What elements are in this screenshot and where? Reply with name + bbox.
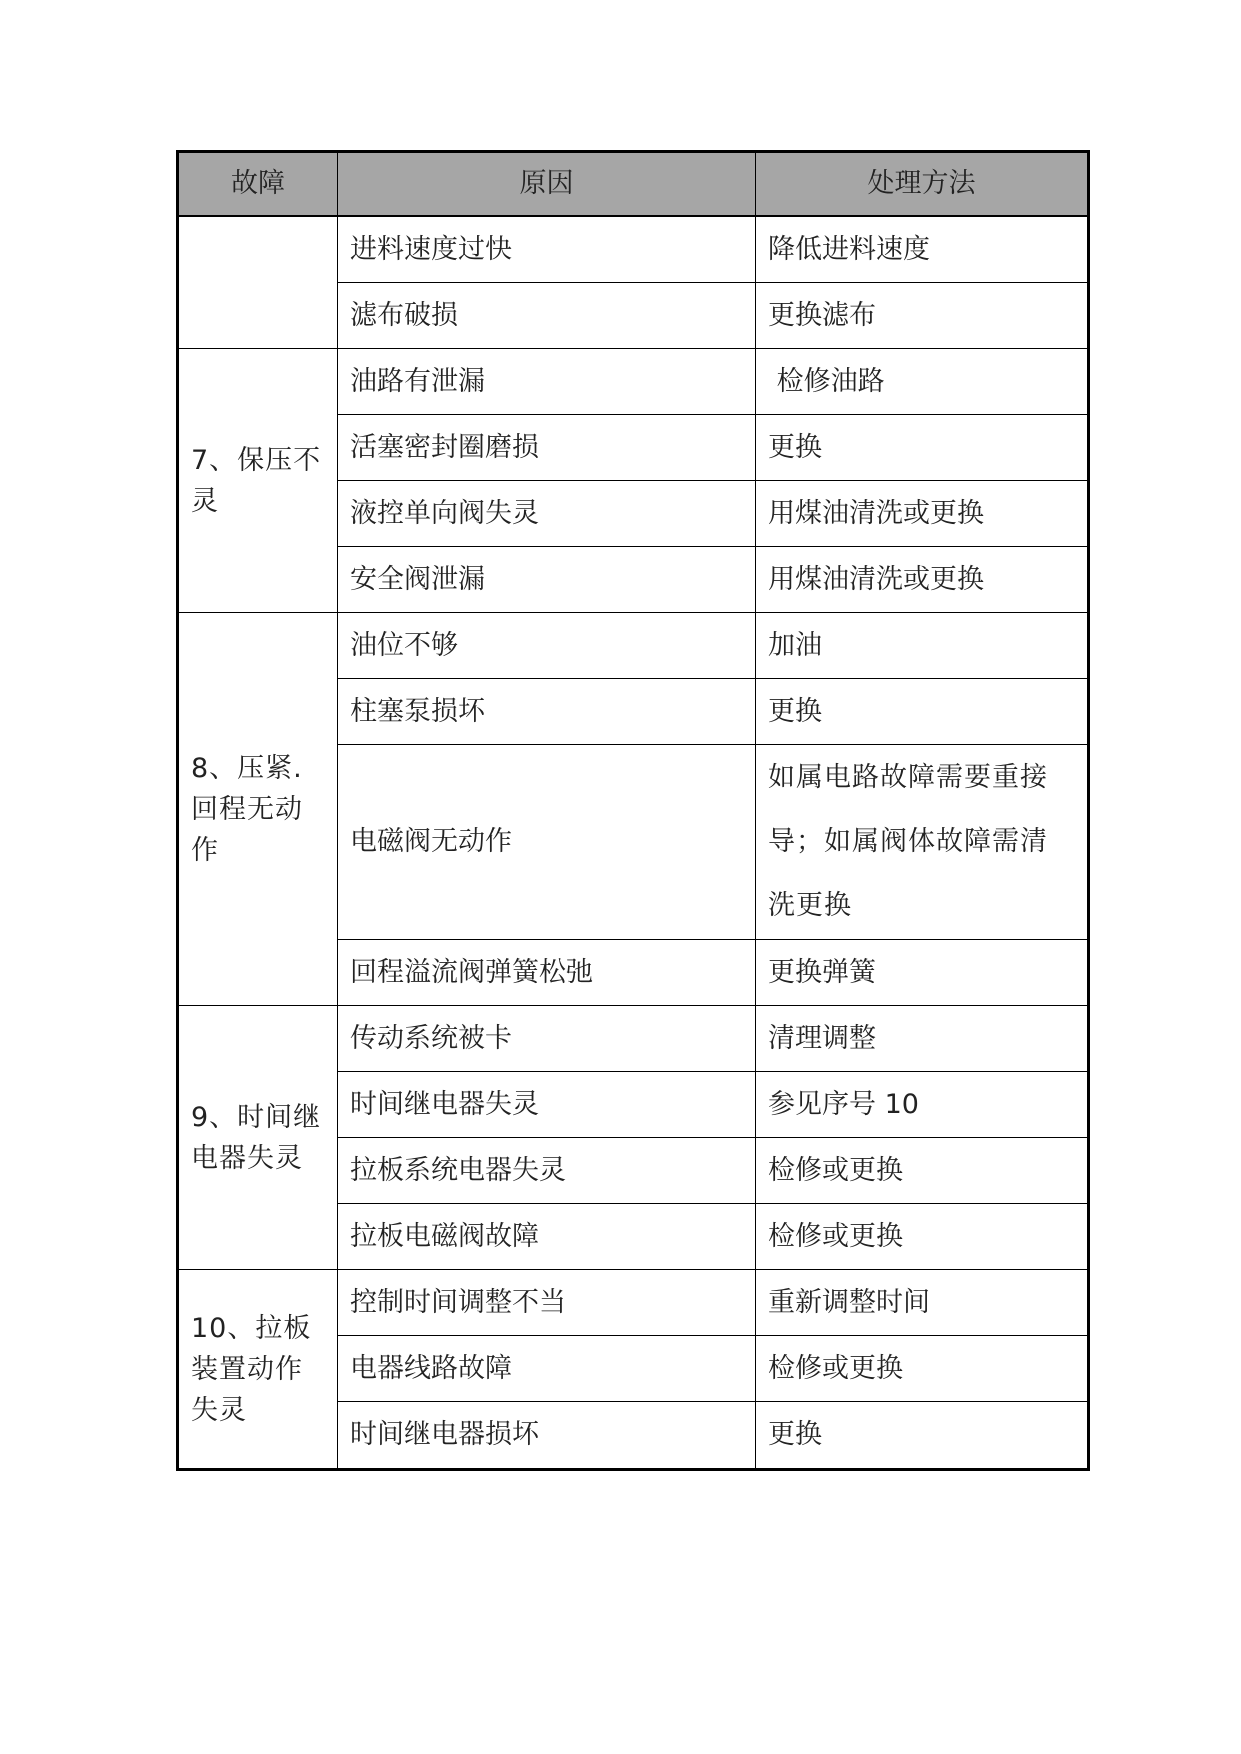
- cause-cell: 控制时间调整不当: [338, 1270, 756, 1336]
- fault-cell: [178, 216, 338, 349]
- solution-cell: 用煤油清洗或更换: [756, 481, 1089, 547]
- cause-cell: 回程溢流阀弹簧松弛: [338, 940, 756, 1006]
- solution-cell: 检修或更换: [756, 1336, 1089, 1402]
- fault-cell: 7、保压不灵: [178, 349, 338, 613]
- solution-cell: 加油: [756, 613, 1089, 679]
- cause-cell: 油位不够: [338, 613, 756, 679]
- cause-cell: 进料速度过快: [338, 216, 756, 283]
- header-row: [178, 152, 1089, 217]
- solution-cell: 用煤油清洗或更换: [756, 547, 1089, 613]
- fault-cell: 8、压紧.回程无动作: [178, 613, 338, 1006]
- cause-cell: 滤布破损: [338, 283, 756, 349]
- solution-cell: 参见序号 10: [756, 1072, 1089, 1138]
- solution-cell: 检修或更换: [756, 1204, 1089, 1270]
- solution-cell: 检修油路: [756, 349, 1089, 415]
- table-row: [178, 613, 1089, 679]
- cause-cell: 时间继电器损坏: [338, 1402, 756, 1470]
- cause-cell: 柱塞泵损坏: [338, 679, 756, 745]
- solution-cell: 更换: [756, 1402, 1089, 1470]
- fault-cell: 9、时间继电器失灵: [178, 1006, 338, 1270]
- fault-cell: 10、拉板装置动作失灵: [178, 1270, 338, 1470]
- solution-cell: 更换: [756, 679, 1089, 745]
- cause-cell: 传动系统被卡: [338, 1006, 756, 1072]
- cause-cell: 电器线路故障: [338, 1336, 756, 1402]
- cause-cell: 活塞密封圈磨损: [338, 415, 756, 481]
- solution-cell: 更换: [756, 415, 1089, 481]
- cause-cell: 油路有泄漏: [338, 349, 756, 415]
- cause-cell: 电磁阀无动作: [338, 745, 756, 940]
- table-row: [178, 216, 1089, 283]
- solution-cell: 更换弹簧: [756, 940, 1089, 1006]
- cause-cell: 液控单向阀失灵: [338, 481, 756, 547]
- table-row: [178, 349, 1089, 415]
- solution-cell: 如属电路故障需要重接导；如属阀体故障需清洗更换: [756, 745, 1089, 940]
- cause-cell: 拉板电磁阀故障: [338, 1204, 756, 1270]
- cause-cell: 安全阀泄漏: [338, 547, 756, 613]
- cause-cell: 时间继电器失灵: [338, 1072, 756, 1138]
- table-row: [178, 1270, 1089, 1336]
- header-fault: 故障: [178, 152, 338, 217]
- header-cause: 原因: [338, 152, 756, 217]
- table-row: [178, 1006, 1089, 1072]
- solution-cell: 检修或更换: [756, 1138, 1089, 1204]
- solution-cell: 降低进料速度: [756, 216, 1089, 283]
- solution-cell: 清理调整: [756, 1006, 1089, 1072]
- cause-cell: 拉板系统电器失灵: [338, 1138, 756, 1204]
- header-solution: 处理方法: [756, 152, 1089, 217]
- solution-cell: 更换滤布: [756, 283, 1089, 349]
- solution-cell: 重新调整时间: [756, 1270, 1089, 1336]
- fault-table: [176, 150, 1090, 1471]
